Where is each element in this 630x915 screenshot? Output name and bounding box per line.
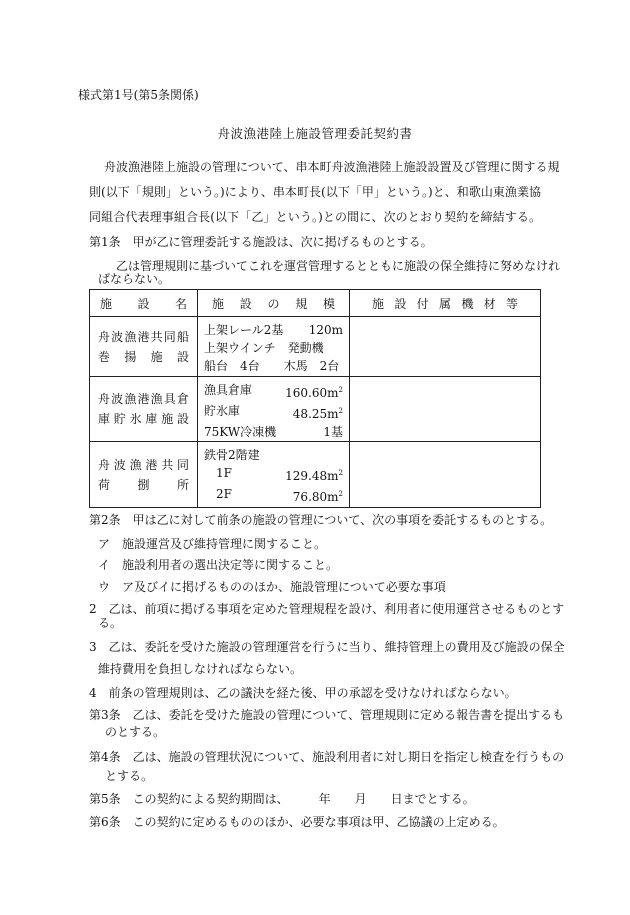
facility-scale-line: 船台 4台 木馬 2台 <box>204 359 340 373</box>
document-title: 舟波漁港陸上施設管理委託契約書 <box>217 126 413 141</box>
table-row <box>90 317 541 377</box>
article-5: 第5条 この契約による契約期間は、 年 月 日までとする。 <box>89 792 475 806</box>
facility-name-line: 舟 波 漁 港 共 同 <box>98 457 189 472</box>
header-spec-char: 規 <box>295 296 308 311</box>
article-1-para-line-1: 乙は管理規則に基づいてこれを運営管理するとともに施設の保全維持に努めなけれ <box>116 259 561 273</box>
facility-name-cell <box>90 377 198 442</box>
article-2-para-3-line-2: 維持費用を負担しなければならない。 <box>98 662 303 676</box>
header-spec-char: 施 <box>212 296 225 311</box>
table-row <box>90 442 541 508</box>
article-4-line-2: とする。 <box>105 769 154 783</box>
article-3-line-1: 第3条 乙は、委託を受けた施設の管理について、管理規則に定める報告書を提出するも <box>89 708 565 722</box>
header-equipment-char: 付 <box>416 296 429 311</box>
header-spec-char: 模 <box>322 296 335 311</box>
attached-equipment-cell <box>350 317 541 377</box>
facility-scale-line: 1F $129.48m^2$ <box>204 466 343 483</box>
facility-scale-cell <box>198 377 350 442</box>
facility-scale-line: 2F $76.80m^2$ <box>204 487 343 504</box>
facility-name-line: 庫 貯 氷 庫 施 設 <box>98 412 189 426</box>
header-equipment-char: 施 <box>372 296 385 311</box>
article-2-item-a: ア 施設運営及び維持管理に関すること。 <box>98 537 327 551</box>
article-1: 第1条 甲が乙に管理委託する施設は、次に掲げるものとする。 <box>89 235 433 249</box>
article-4-line-1: 第4条 乙は、施設の管理状況について、施設利用者に対し期日を指定し検査を行うもの <box>89 750 565 764</box>
facility-scale-line: 漁具倉庫 $160.60m^2$ <box>204 383 343 400</box>
article-3-line-2: のとする。 <box>105 725 166 739</box>
preamble-line-1: 舟波漁港陸上施設の管理について、串本町舟波漁港陸上施設設置及び管理に関する規 <box>104 160 560 174</box>
facility-scale-line: 上架ウインチ 発動機 <box>204 341 324 355</box>
preamble-line-2: 則(以下「規則」という。)により、串本町長(以下「甲」という。)と、和歌山東漁業協 <box>89 185 541 199</box>
article-2-para-4: 4 前条の管理規則は、乙の議決を経た後、甲の承認を受けなければならない。 <box>89 686 517 700</box>
facility-scale-cell <box>198 317 350 377</box>
header-facility-name <box>90 290 198 317</box>
article-2-para-2-line-2: る。 <box>98 616 123 630</box>
form-number: 様式第1号(第5条関係) <box>78 88 199 102</box>
article-2-item-i: イ 施設利用者の選出決定等に関すること。 <box>98 558 339 572</box>
article-1-para-line-2: ばならない。 <box>98 272 171 286</box>
article-2-para-3-line-1: 3 乙は、委託を受けた施設の管理運営を行うに当り、維持管理上の費用及び施設の保全 <box>89 640 565 654</box>
header-name-char: 施 <box>100 296 113 311</box>
facility-name-line: 舟 波 漁 港 漁 具 倉 <box>98 392 189 406</box>
article-2-para-2-line-1: 2 乙は、前項に掲げる事項を定めた管理規程を設け、利用者に使用運営させるものとす <box>89 602 565 616</box>
header-spec-char: の <box>267 296 280 311</box>
article-6: 第6条 この契約に定めるもののほか、必要な事項は甲、乙協議の上定める。 <box>89 815 505 829</box>
article-2-item-u: ウ ア及びイに掲げるもののほか、施設管理について必要な事項 <box>98 580 446 594</box>
attached-equipment-cell <box>350 377 541 442</box>
facility-name-cell <box>90 442 198 508</box>
facility-scale-line: 鉄骨2階建 <box>204 448 260 462</box>
header-name-char: 設 <box>137 296 150 311</box>
header-equipment-char: 材 <box>483 296 496 311</box>
facility-scale-line: 貯氷庫 $48.25m^2$ <box>204 404 343 421</box>
header-attached-equipment <box>350 290 541 317</box>
facility-name-line: 巻 揚 施 設 <box>98 349 189 364</box>
facility-scale-cell <box>198 442 350 508</box>
facilities-table <box>89 289 541 508</box>
header-facility-scale <box>198 290 350 317</box>
attached-equipment-cell <box>350 442 541 508</box>
header-name-char: 名 <box>174 296 187 311</box>
facility-scale-line: 75KW冷凍機 1基 <box>204 425 343 439</box>
table-row <box>90 377 541 442</box>
facility-name-cell <box>90 317 198 377</box>
facility-name-line: 舟 波 漁 港 共 同 船 <box>98 329 189 344</box>
facility-scale-line: 上架レール2基 120m <box>204 323 343 337</box>
header-equipment-char: 設 <box>394 296 407 311</box>
header-equipment-char: 機 <box>461 296 474 311</box>
preamble-line-3: 同組合代表理事組合長(以下「乙」という。)との間に、次のとおり契約を締結する。 <box>89 210 541 224</box>
facility-name-line: 荷 捌 所 <box>98 477 189 492</box>
header-spec-char: 設 <box>239 296 252 311</box>
header-equipment-char: 属 <box>438 296 451 311</box>
header-equipment-char: 等 <box>505 296 518 311</box>
article-2: 第2条 甲は乙に対して前条の施設の管理について、次の事項を委託するものとする。 <box>89 513 553 527</box>
